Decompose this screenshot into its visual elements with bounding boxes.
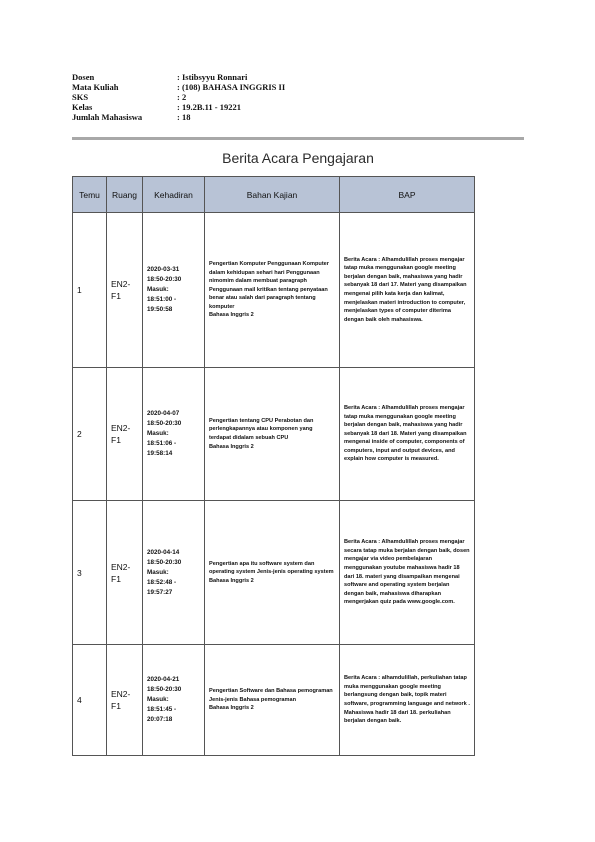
divider	[72, 137, 524, 140]
cell-kehadiran: 2020-04-07 18:50-20:30 Masuk: 18:51:06 - 19:58:14	[143, 368, 205, 501]
info-value: : 19.2B.11 - 19221	[177, 102, 241, 112]
cell-bap: Berita Acara : Alhamdulillah proses mengajar tatap muka menggunakan google meeting berjalan dengan baik, mahasiswa yang hadir sebanyak 18 dari 18. Materi yang disampaikan mengenai inside of computer, components of computers, input and output devices, and explain how computer is measured.	[340, 368, 475, 501]
info-value: : (108) BAHASA INGGRIS II	[177, 82, 286, 92]
info-label: Kelas	[72, 102, 93, 112]
info-row	[72, 72, 512, 82]
cell-bap: Berita Acara : Alhamdulillah proses mengajar secara tatap muka berjalan dengan baik, dosen mengajar via video pembelajaran menggunakan youtube mahasiswa hadir 18 dari 18. materi yang disampaikan mengenai software and operating system berjalan dengan baik, mahasiswa diharapkan mengerjakan quiz pada www.google.com.	[340, 501, 475, 645]
table-row	[73, 368, 475, 501]
table-row	[73, 645, 475, 756]
table-row	[73, 501, 475, 645]
cell-kehadiran: 2020-03-31 18:50-20:30 Masuk: 18:51:00 - 19:50:58	[143, 213, 205, 368]
cell-bahan-kajian: Pengertian Software dan Bahasa pemograman Jenis-jenis Bahasa pemograman Bahasa Inggris 2	[205, 645, 340, 756]
header-temu: Temu	[73, 177, 107, 213]
cell-temu: 4	[73, 645, 107, 756]
cell-kehadiran: 2020-04-14 18:50-20:30 Masuk: 18:52:48 - 19:57:27	[143, 501, 205, 645]
info-row	[72, 112, 512, 122]
cell-bap: Berita Acara : alhamdulillah, perkuliahan tatap muka menggunakan google meeting berlangsung dengan baik, topik materi software, programming language and network . Mahasiswa hadir 18 dari 18. perkuliahan berjalan dengan baik.	[340, 645, 475, 756]
info-label: Dosen	[72, 72, 95, 82]
cell-ruang: EN2-F1	[107, 501, 143, 645]
header-bahan-kajian: Bahan Kajian	[205, 177, 340, 213]
info-row	[72, 102, 512, 112]
cell-kehadiran: 2020-04-21 18:50-20:30 Masuk: 18:51:45 - 20:07:18	[143, 645, 205, 756]
cell-ruang: EN2-F1	[107, 368, 143, 501]
info-label: SKS	[72, 92, 89, 102]
page-title: Berita Acara Pengajaran	[222, 150, 374, 166]
cell-ruang: EN2-F1	[107, 213, 143, 368]
table-header-row	[73, 177, 475, 213]
cell-temu: 1	[73, 213, 107, 368]
header-ruang: Ruang	[107, 177, 143, 213]
info-label: Mata Kuliah	[72, 82, 119, 92]
course-info	[72, 72, 512, 122]
header-bap: BAP	[340, 177, 475, 213]
cell-bahan-kajian: Pengertian tentang CPU Perabotan dan perlengkapannya atau komponen yang terdapat didalam sebuah CPU Bahasa Inggris 2	[205, 368, 340, 501]
teaching-report-table	[72, 176, 475, 756]
info-row	[72, 82, 512, 92]
header-kehadiran: Kehadiran	[143, 177, 205, 213]
info-label: Jumlah Mahasiswa	[72, 112, 143, 122]
cell-bahan-kajian: Pengertian Komputer Penggunaan Komputer dalam kehidupan sehari hari Penggunaan nimomim dalam membuat paragraph Penggunaan mail kritikan tentang penyataan benar atau salah dari paragraph tentang komputer Bahasa Inggris 2	[205, 213, 340, 368]
table-row	[73, 213, 475, 368]
cell-temu: 3	[73, 501, 107, 645]
cell-temu: 2	[73, 368, 107, 501]
cell-ruang: EN2-F1	[107, 645, 143, 756]
info-value: : 18	[177, 112, 191, 122]
info-value: : Istibsyyu Ronnari	[177, 72, 248, 82]
info-value: : 2	[177, 92, 187, 102]
info-row	[72, 92, 512, 102]
cell-bap: Berita Acara : Alhamdulillah proses mengajar tatap muka menggunakan google meeting berjalan dengan baik, mahasiswa yang hadir sebanyak 18 dari 17. Materi yang disampaikan mengenai pilih kata kerja dan kalimat, menjelaskan materi introduction to computer, menjelaskan types of computer diterima dengan baik oleh mahasiswa.	[340, 213, 475, 368]
cell-bahan-kajian: Pengertian apa itu software system dan operating system Jenis-jenis operating system Bahasa Inggris 2	[205, 501, 340, 645]
